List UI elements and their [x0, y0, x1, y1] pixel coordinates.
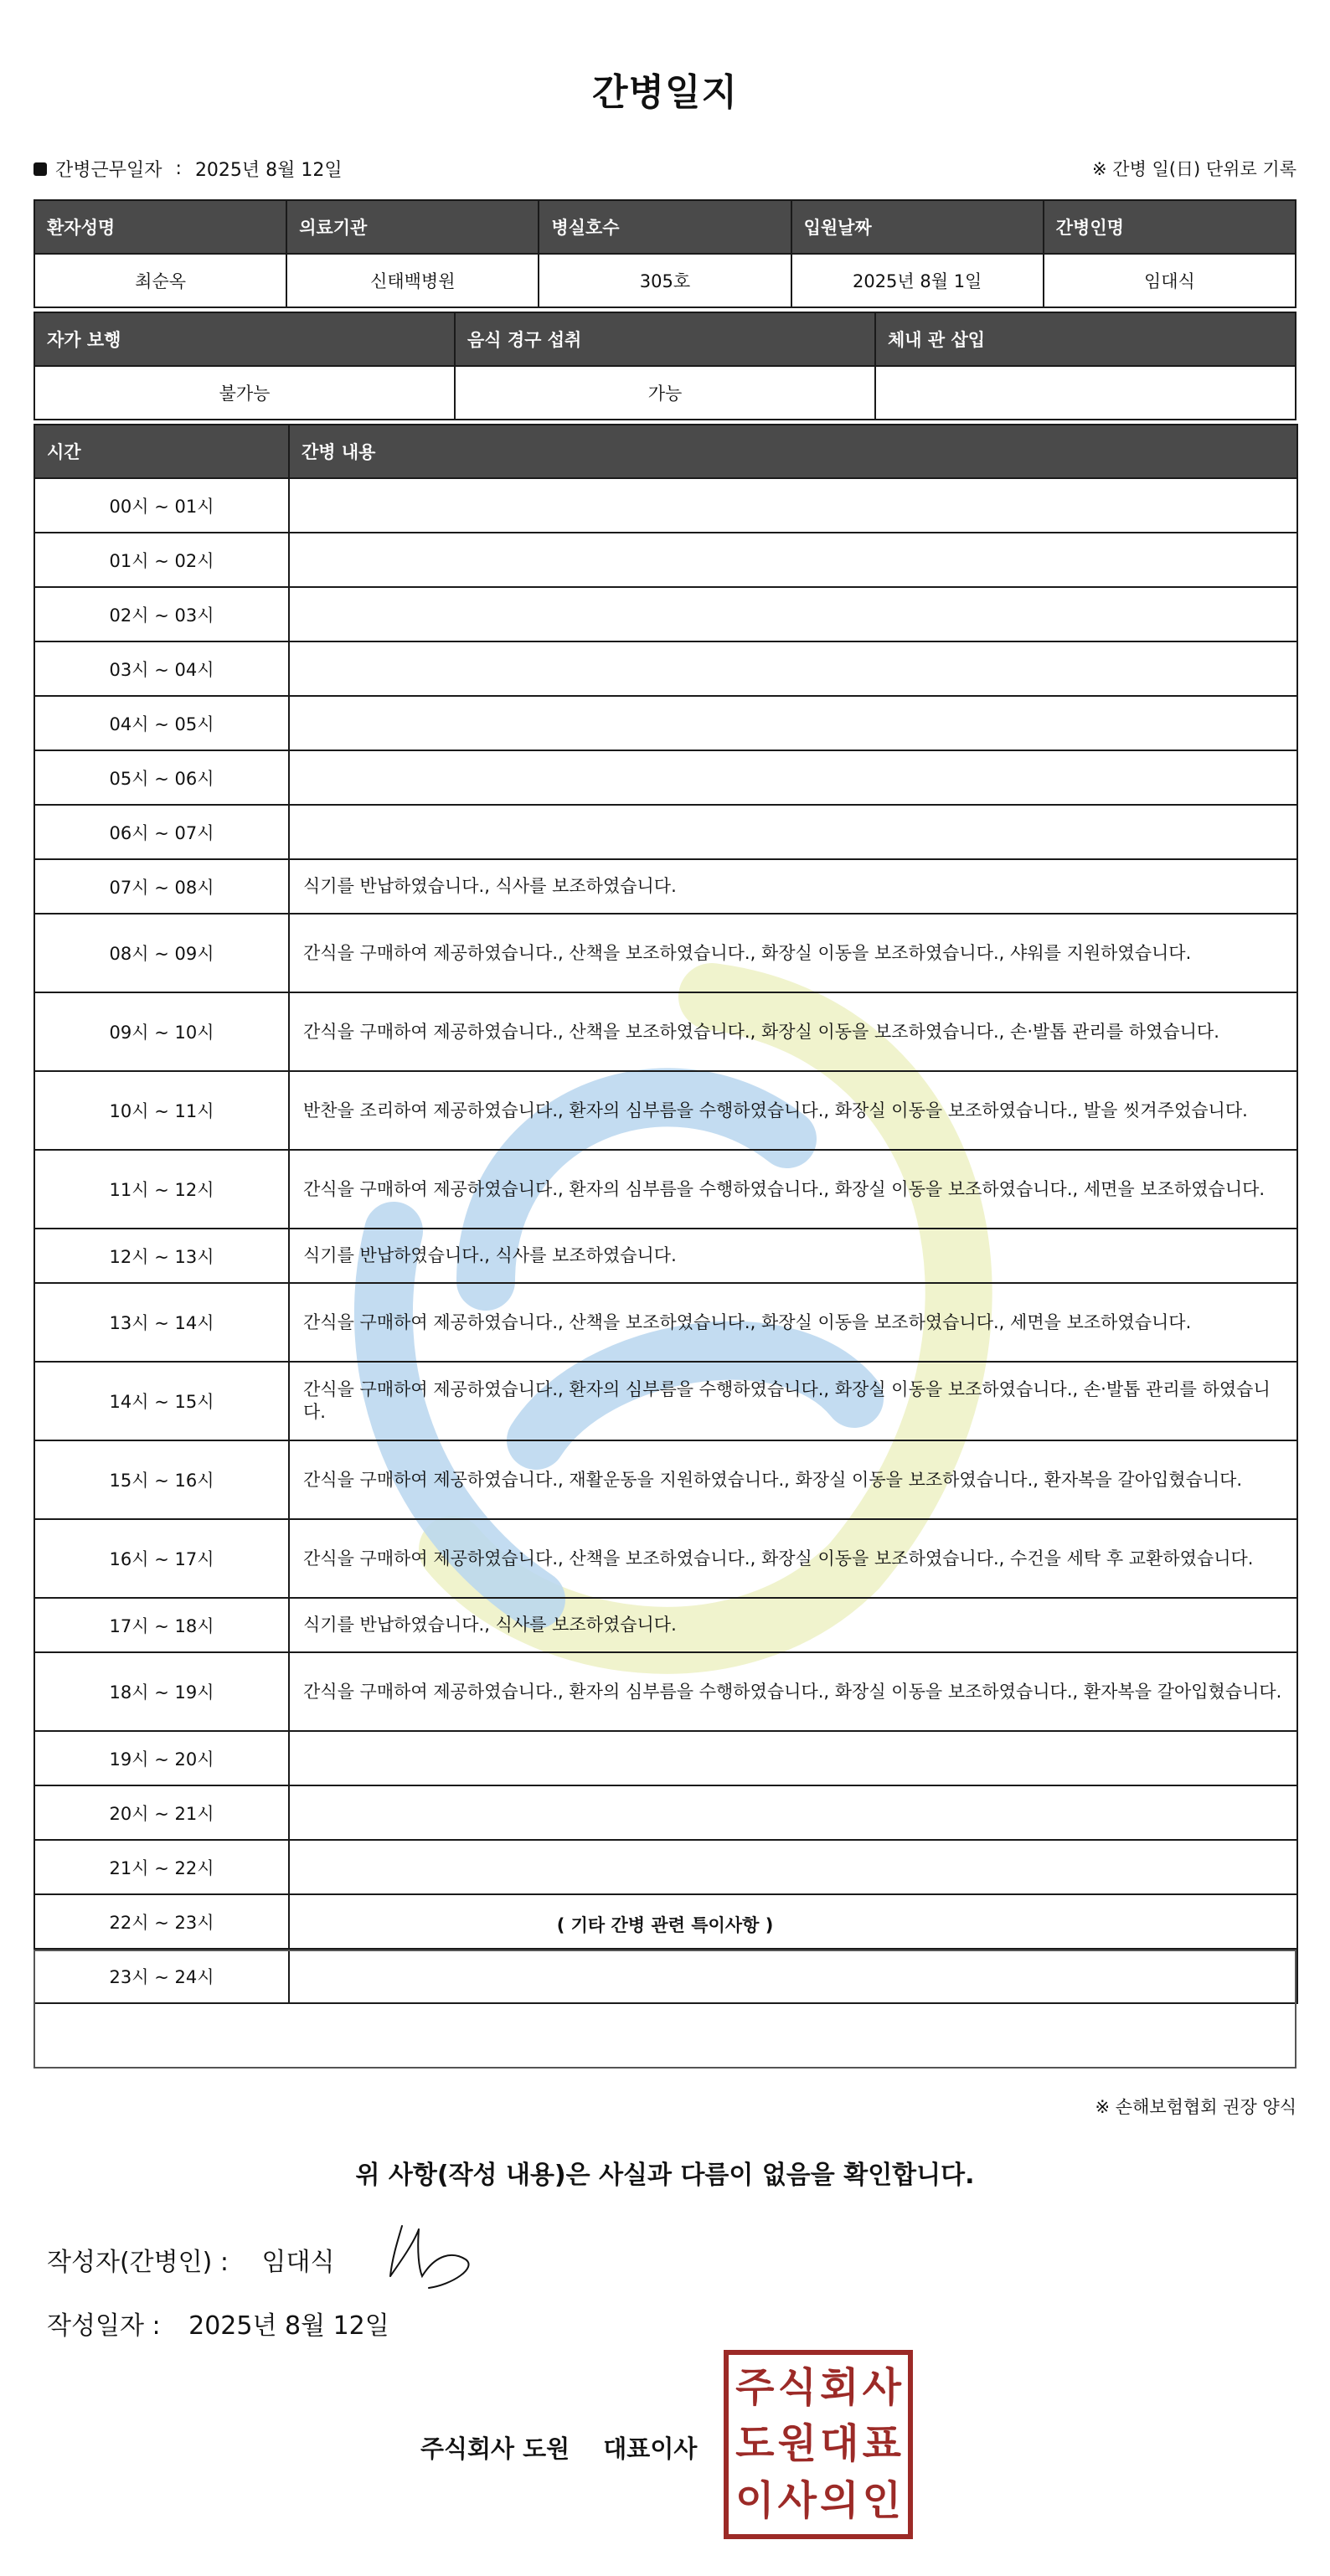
care-log-content: 간식을 구매하여 제공하였습니다., 산책을 보조하였습니다., 화장실 이동을 보조하였습니다., 샤워를 지원하였습니다.: [289, 914, 1297, 992]
ceo-label: 대표이사: [603, 2434, 698, 2463]
header-self-walking: 자가 보행: [34, 312, 455, 366]
care-log-time: 05시 ~ 06시: [34, 750, 289, 805]
care-log-content: 간식을 구매하여 제공하였습니다., 산책을 보조하였습니다., 화장실 이동을 보조하였습니다., 세면을 보조하였습니다.: [289, 1283, 1297, 1362]
patient-info-header-row: [34, 200, 1296, 254]
header-care-content: 간병 내용: [289, 425, 1297, 478]
care-log-content: 간식을 구매하여 제공하였습니다., 산책을 보조하였습니다., 화장실 이동을 보조하였습니다., 손‧발톱 관리를 하였습니다.: [289, 992, 1297, 1071]
special-notes-box: [34, 1950, 1296, 2069]
care-log-time: 21시 ~ 22시: [34, 1840, 289, 1894]
seal-char: 대: [820, 2420, 859, 2468]
care-log-content: [289, 1731, 1297, 1785]
header-hospital: 의료기관: [286, 200, 539, 254]
care-log-content: 식기를 반납하였습니다., 식사를 보조하였습니다.: [289, 859, 1297, 914]
document-title: 간병일지: [591, 71, 738, 114]
work-date-value: 2025년 8월 12일: [194, 160, 343, 181]
care-log-row: [34, 1229, 1297, 1283]
care-log-time: 23시 ~ 24시: [34, 1949, 289, 2003]
care-log-time: 19시 ~ 20시: [34, 1731, 289, 1785]
header-caregiver-name: 간병인명: [1044, 200, 1296, 254]
care-log-header-row: [34, 425, 1297, 478]
special-notes-title: ( 기타 간병 관련 특이사항 ): [556, 1915, 774, 1935]
care-log-row: [34, 1731, 1297, 1785]
care-log-row: [34, 1519, 1297, 1598]
writer-name: 임대식: [261, 2248, 335, 2277]
care-log-time: 01시 ~ 02시: [34, 533, 289, 587]
care-log-table: [34, 424, 1298, 2004]
care-log-row: [34, 1785, 1297, 1840]
work-date: [34, 156, 343, 182]
care-log-row: [34, 533, 1297, 587]
seal-char: 원: [777, 2420, 817, 2468]
care-log-time: 03시 ~ 04시: [34, 641, 289, 696]
care-log-time: 07시 ~ 08시: [34, 859, 289, 914]
work-date-label: 간병근무일자: [55, 160, 162, 181]
meta-row: [34, 156, 1296, 181]
care-log-row: [34, 1150, 1297, 1229]
seal-char: 사: [862, 2364, 901, 2411]
written-date-label: 작성일자 :: [47, 2311, 161, 2341]
care-log-row: [34, 805, 1297, 859]
care-log-content: 간식을 구매하여 제공하였습니다., 환자의 심부름을 수행하였습니다., 화장실 이동을 보조하였습니다., 손‧발톱 관리를 하였습니다.: [289, 1362, 1297, 1440]
patient-info-table: [34, 199, 1296, 308]
confirmation-statement: 위 사항(작성 내용)은 사실과 다름이 없음을 확인합니다.: [355, 2161, 975, 2190]
patient-info-value-row: [34, 254, 1296, 307]
care-log-row: [34, 992, 1297, 1071]
care-log-content: [289, 1840, 1297, 1894]
care-log-row: [34, 478, 1297, 533]
care-log-time: 15시 ~ 16시: [34, 1440, 289, 1519]
care-log-content: 간식을 구매하여 제공하였습니다., 환자의 심부름을 수행하였습니다., 화장실 이동을 보조하였습니다., 환자복을 갈아입혔습니다.: [289, 1652, 1297, 1731]
header-room: 병실호수: [539, 200, 791, 254]
care-log-row: [34, 1283, 1297, 1362]
care-log-row: [34, 587, 1297, 641]
company-name: 주식회사 도원: [420, 2434, 570, 2463]
seal-char: 사: [777, 2476, 817, 2524]
patient-status-value-row: [34, 366, 1296, 420]
header-tube-insertion: 체내 관 삽입: [875, 312, 1296, 366]
writer-label: 작성자(간병인) :: [47, 2248, 229, 2277]
seal-char: 회: [820, 2364, 859, 2411]
seal-char: 도: [735, 2420, 775, 2468]
care-log-time: 04시 ~ 05시: [34, 696, 289, 750]
seal-char: 인: [862, 2476, 901, 2524]
care-log-content: [289, 478, 1297, 533]
care-log-time: 12시 ~ 13시: [34, 1229, 289, 1283]
company-line: [420, 2430, 697, 2465]
signature-icon: [385, 2218, 486, 2293]
care-log-row: [34, 914, 1297, 992]
care-log-row: [34, 859, 1297, 914]
care-log-content: 간식을 구매하여 제공하였습니다., 산책을 보조하였습니다., 화장실 이동을 보조하였습니다., 수건을 세탁 후 교환하였습니다.: [289, 1519, 1297, 1598]
care-log-row: [34, 1840, 1297, 1894]
care-log-time: 06시 ~ 07시: [34, 805, 289, 859]
header-time: 시간: [34, 425, 289, 478]
care-log-row: [34, 1598, 1297, 1652]
care-log-content: 반찬을 조리하여 제공하였습니다., 환자의 심부름을 수행하였습니다., 화장실 이동을 보조하였습니다., 발을 씻겨주었습니다.: [289, 1071, 1297, 1150]
care-log-time: 18시 ~ 19시: [34, 1652, 289, 1731]
care-log-time: 02시 ~ 03시: [34, 587, 289, 641]
header-patient-name: 환자성명: [34, 200, 286, 254]
care-log-content: [289, 1785, 1297, 1840]
patient-name: 최순옥: [34, 254, 286, 307]
self-walking-value: 불가능: [34, 366, 455, 420]
room-number: 305호: [539, 254, 791, 307]
care-log-content: [289, 696, 1297, 750]
care-log-row: [34, 1652, 1297, 1731]
work-date-separator: :: [175, 158, 182, 179]
patient-status-header-row: [34, 312, 1296, 366]
care-log-content: [289, 641, 1297, 696]
square-bullet-icon: [34, 162, 47, 176]
care-log-time: 20시 ~ 21시: [34, 1785, 289, 1840]
care-log-content: 간식을 구매하여 제공하였습니다., 재활운동을 지원하였습니다., 화장실 이동을 보조하였습니다., 환자복을 갈아입혔습니다.: [289, 1440, 1297, 1519]
tube-insertion-value: [875, 366, 1296, 420]
care-log-row: [34, 641, 1297, 696]
oral-intake-value: 가능: [455, 366, 875, 420]
written-date-line: [47, 2305, 389, 2342]
written-date-value: 2025년 8월 12일: [188, 2311, 389, 2341]
care-log-time: 11시 ~ 12시: [34, 1150, 289, 1229]
seal-grid: [734, 2360, 903, 2529]
care-log-content: 식기를 반납하였습니다., 식사를 보조하였습니다.: [289, 1229, 1297, 1283]
seal-char: 의: [820, 2476, 859, 2524]
care-log-row: [34, 696, 1297, 750]
header-oral-intake: 음식 경구 섭취: [455, 312, 875, 366]
care-log-time: 16시 ~ 17시: [34, 1519, 289, 1598]
care-log-time: 08시 ~ 09시: [34, 914, 289, 992]
seal-char: 표: [862, 2420, 901, 2468]
caregiver-name: 임대식: [1044, 254, 1296, 307]
care-log-content: 식기를 반납하였습니다., 식사를 보조하였습니다.: [289, 1598, 1297, 1652]
seal-char: 주: [735, 2364, 775, 2411]
seal-char: 식: [777, 2364, 817, 2411]
writer-line: [47, 2241, 334, 2278]
insurance-note: ※ 손해보험협회 권장 양식: [1095, 2097, 1296, 2117]
care-log-content: [289, 750, 1297, 805]
header-admission-date: 입원날짜: [791, 200, 1044, 254]
care-log-content: [289, 533, 1297, 587]
care-log-time: 10시 ~ 11시: [34, 1071, 289, 1150]
care-log-row: [34, 1362, 1297, 1440]
hospital-name: 신태백병원: [286, 254, 539, 307]
care-log-content: [289, 587, 1297, 641]
care-log-row: [34, 1440, 1297, 1519]
care-log-content: 간식을 구매하여 제공하였습니다., 환자의 심부름을 수행하였습니다., 화장실 이동을 보조하였습니다., 세면을 보조하였습니다.: [289, 1150, 1297, 1229]
company-seal-stamp: [724, 2350, 913, 2539]
admission-date: 2025년 8월 1일: [791, 254, 1044, 307]
patient-status-table: [34, 312, 1296, 420]
unit-note: ※ 간병 일(日) 단위로 기록: [1092, 159, 1296, 179]
care-log-time: 17시 ~ 18시: [34, 1598, 289, 1652]
care-log-time: 14시 ~ 15시: [34, 1362, 289, 1440]
care-log-content: [289, 805, 1297, 859]
care-log-time: 13시 ~ 14시: [34, 1283, 289, 1362]
care-log-time: 09시 ~ 10시: [34, 992, 289, 1071]
care-log-time: 22시 ~ 23시: [34, 1894, 289, 1949]
seal-char: 이: [735, 2476, 775, 2524]
care-log-row: [34, 1071, 1297, 1150]
care-log-time: 00시 ~ 01시: [34, 478, 289, 533]
care-log-row: [34, 750, 1297, 805]
